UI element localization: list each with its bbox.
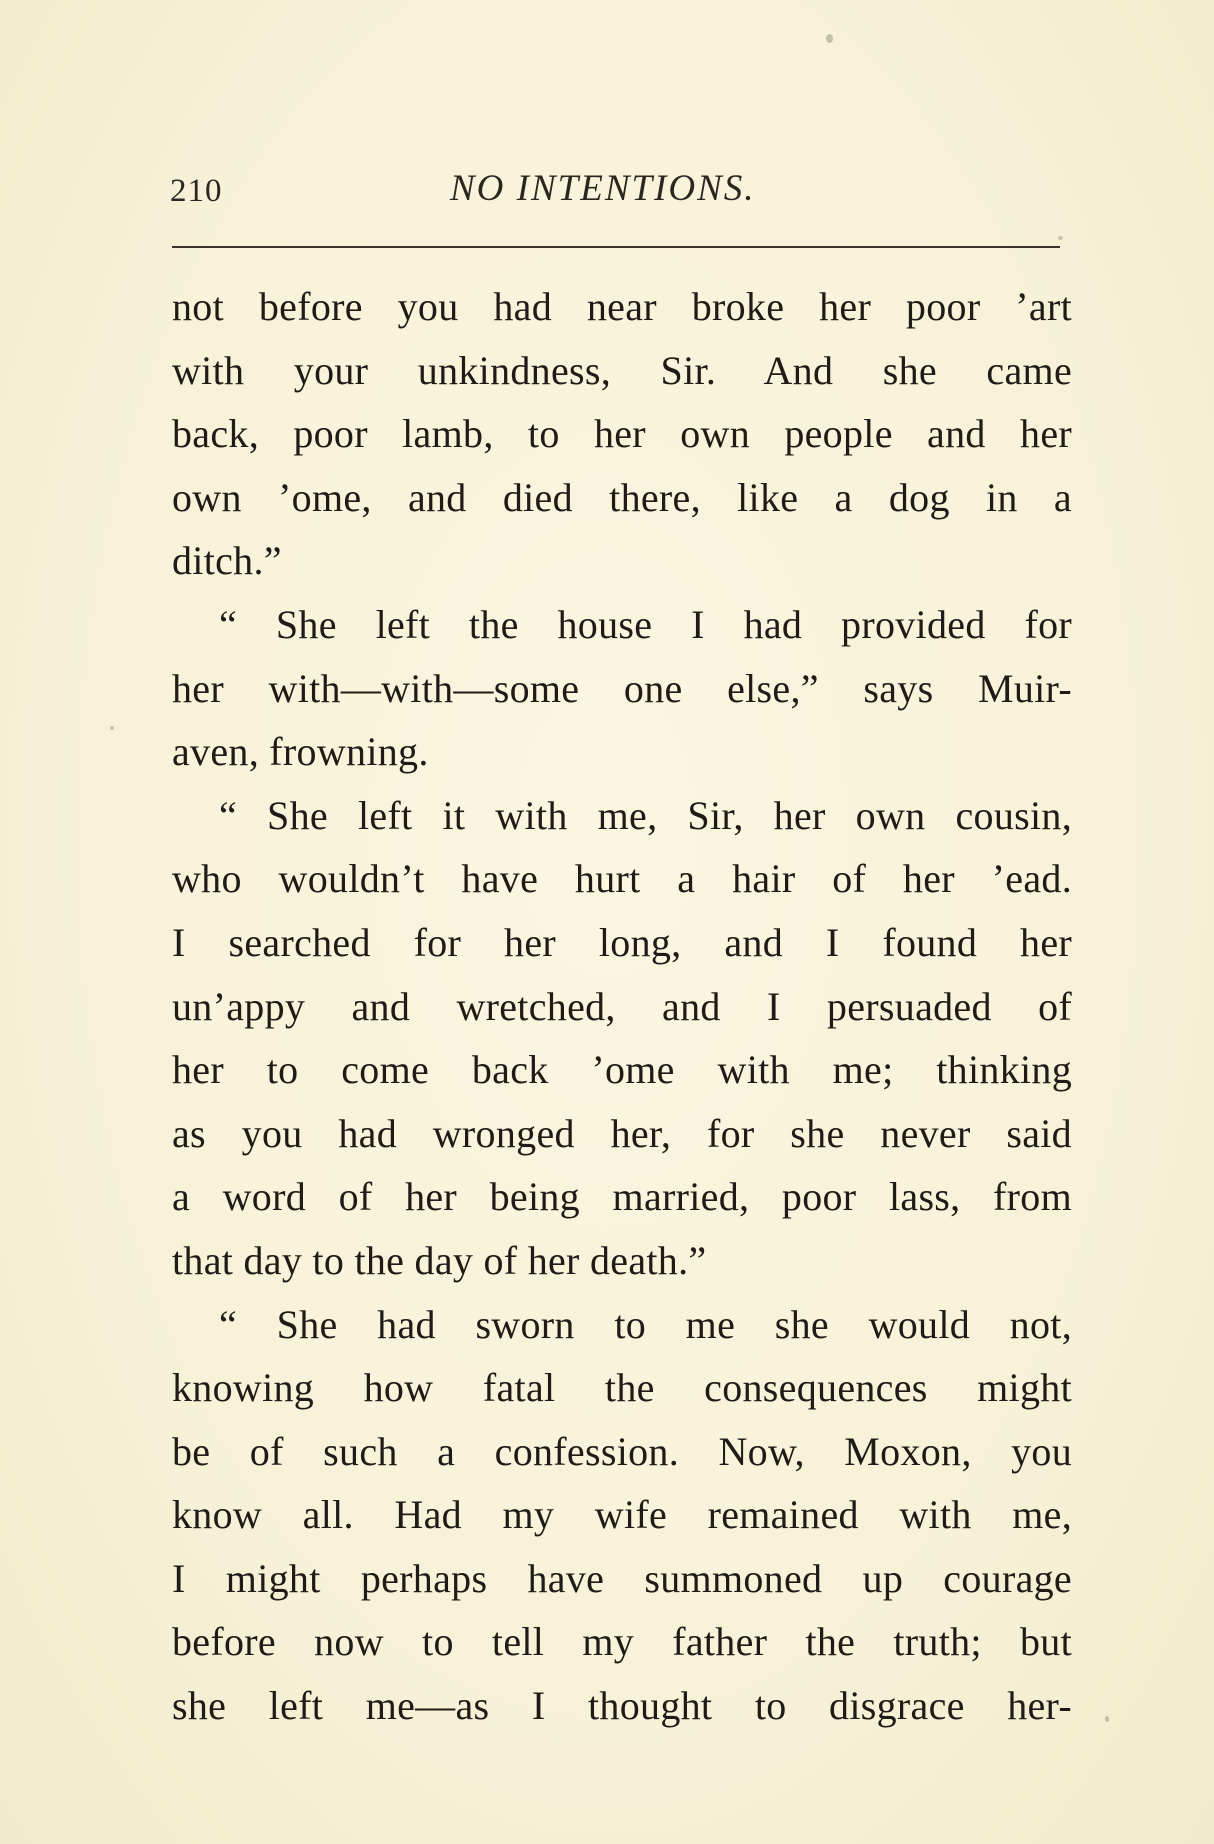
paper-speck xyxy=(1105,1716,1109,1722)
paper-speck xyxy=(826,34,833,43)
text-line: “ She had sworn to me she would not, xyxy=(219,1301,1072,1347)
text-line: back, poor lamb, to her own people and her xyxy=(172,411,1072,457)
text-line: with your unkindness, Sir. And she came xyxy=(172,347,1072,393)
text-line: before now to tell my father the truth; but xyxy=(172,1619,1072,1665)
text-line: be of such a confession. Now, Moxon, you xyxy=(172,1428,1072,1474)
text-line: un’appy and wretched, and I persuaded of xyxy=(172,983,1072,1029)
text-line: “ She left it with me, Sir, her own cousin, xyxy=(219,792,1072,838)
text-line: not before you had near broke her poor ’art xyxy=(172,284,1072,329)
header-rule xyxy=(172,246,1060,248)
text-line: that day to the day of her death.” xyxy=(172,1237,707,1283)
text-line: “ She left the house I had provided for xyxy=(219,601,1072,647)
paper-speck xyxy=(1058,236,1063,240)
text-line: she left me—as I thought to disgrace her- xyxy=(172,1683,1072,1729)
text-line: own ’ome, and died there, like a dog in a xyxy=(172,474,1072,520)
paper-speck xyxy=(110,726,114,730)
text-line: ditch.” xyxy=(172,538,282,584)
text-line: who wouldn’t have hurt a hair of her ’ead. xyxy=(172,856,1072,902)
text-line: know all. Had my wife remained with me, xyxy=(172,1492,1072,1538)
text-line: knowing how fatal the consequences might xyxy=(172,1365,1072,1411)
text-line: aven, frowning. xyxy=(172,729,429,775)
page-header xyxy=(170,165,1070,221)
body-text xyxy=(172,275,1072,1738)
text-line: her with—with—some one else,” says Muir- xyxy=(172,665,1072,711)
running-title: NO INTENTIONS. xyxy=(450,168,756,209)
text-line: as you had wronged her, for she never said xyxy=(172,1110,1072,1156)
text-line: her to come back ’ome with me; thinking xyxy=(172,1047,1072,1093)
text-line: a word of her being married, poor lass, from xyxy=(172,1174,1072,1220)
page-number: 210 xyxy=(170,173,223,209)
text-line: I might perhaps have summoned up courage xyxy=(172,1555,1072,1601)
text-line: I searched for her long, and I found her xyxy=(172,919,1072,965)
